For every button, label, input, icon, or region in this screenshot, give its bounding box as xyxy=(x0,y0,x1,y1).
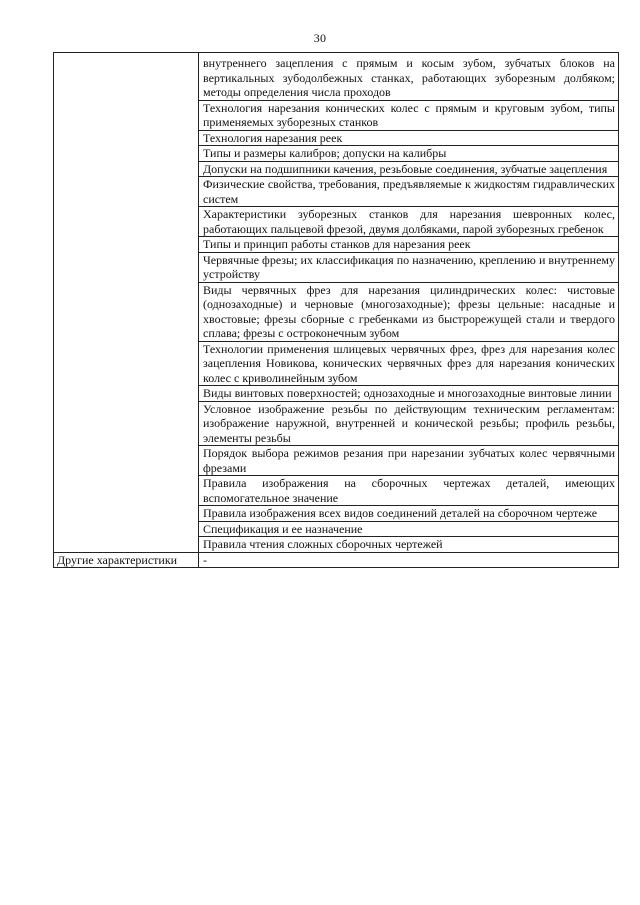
table-cell: Правила изображения всех видов соединений деталей на сборочном чертеже xyxy=(199,506,619,522)
table-cell: внутреннего зацепления с прямым и косым зубом, зубчатых блоков на вертикальных зубодолбежных станках, работающих зуборезным долбяком; методы определения числа проходов xyxy=(199,53,619,101)
table-cell: Червячные фрезы; их классификация по назначению, креплению и внутреннему устройству xyxy=(199,252,619,282)
page-number: 30 xyxy=(313,31,327,45)
table-cell: Физические свойства, требования, предъявляемые к жидкостям гидравлических систем xyxy=(199,177,619,207)
table-cell: Технологии применения шлицевых червячных фрез, фрез для нарезания колес зацепления Новикова, конических червячных фрез для нарезания конических колес с криволинейным зубом xyxy=(199,341,619,386)
other-characteristics-label: Другие характеристики xyxy=(54,552,199,568)
category-cell-empty xyxy=(54,53,199,553)
table-cell: Характеристики зуборезных станков для нарезания шевронных колес, работающих пальцевой фрезой, двумя долбяками, парой зуборезных гребенок xyxy=(199,207,619,237)
other-characteristics-value: - xyxy=(199,552,619,568)
table-cell: Порядок выбора режимов резания при нарезании зубчатых колес червячными фрезами xyxy=(199,446,619,476)
table-cell: Допуски на подшипники качения, резьбовые соединения, зубчатые зацепления xyxy=(199,161,619,177)
table-cell: Технология нарезания реек xyxy=(199,130,619,146)
table-cell: Виды винтовых поверхностей; однозаходные и многозаходные винтовые линии xyxy=(199,386,619,402)
table-cell: Условное изображение резьбы по действующим техническим регламентам: изображение наружной, внутренней и конической резьбы; профиль резьбы, элементы резьбы xyxy=(199,401,619,446)
table-cell: Типы и принцип работы станков для нарезания реек xyxy=(199,237,619,253)
table-cell: Технология нарезания конических колес с прямым и круговым зубом, типы применяемых зуборезных станков xyxy=(199,100,619,130)
table-cell: Спецификация и ее назначение xyxy=(199,521,619,537)
table-cell: Правила чтения сложных сборочных чертежей xyxy=(199,537,619,553)
table-cell: Типы и размеры калибров; допуски на калибры xyxy=(199,146,619,162)
requirements-table xyxy=(53,52,619,568)
table-row-other-characteristics xyxy=(54,552,619,568)
table-cell: Виды червячных фрез для нарезания цилиндрических колес: чистовые (однозаходные) и черновые (многозаходные); фрезы цельные: насадные и хвостовые; фрезы сборные с гребенками из быстрорежущей стали и твердого сплава; фрезы с остроконечным зубом xyxy=(199,282,619,341)
table-cell: Правила изображения на сборочных чертежах деталей, имеющих вспомогательное значение xyxy=(199,476,619,506)
table-row xyxy=(54,53,619,101)
